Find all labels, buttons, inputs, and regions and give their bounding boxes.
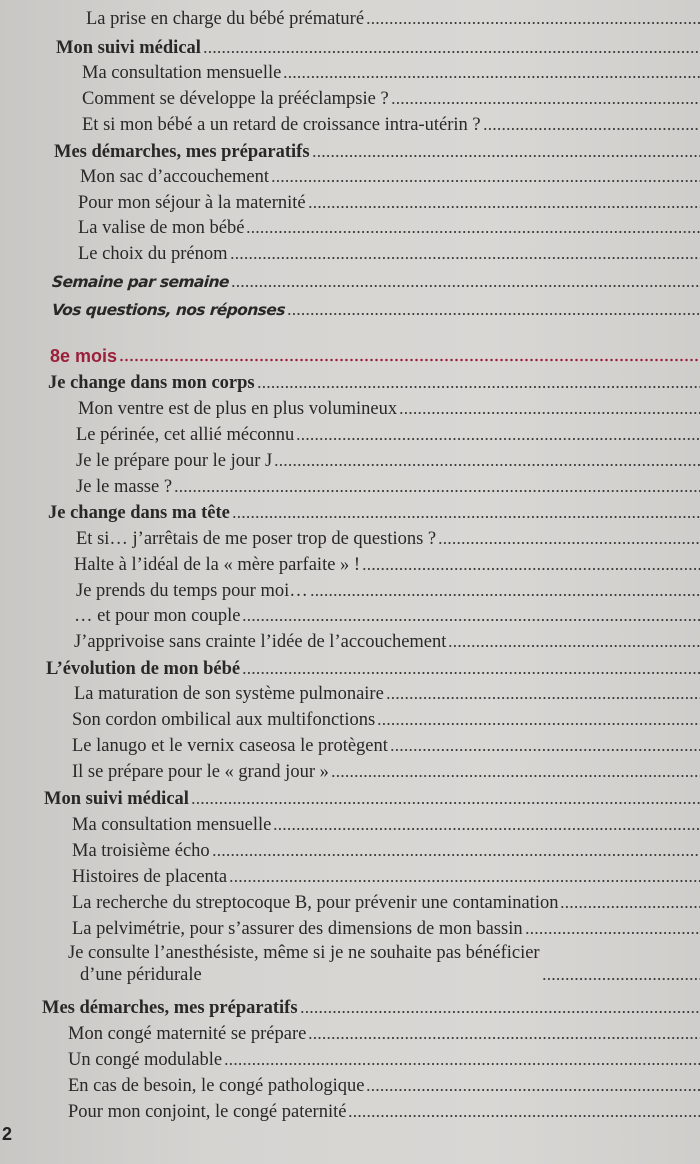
toc-subentry <box>74 601 700 627</box>
toc-entry-title: Je le masse ? <box>76 477 173 497</box>
dot-leader <box>312 153 700 159</box>
toc-subentry <box>72 914 700 940</box>
dot-leader <box>273 826 700 832</box>
toc-subentry <box>78 239 700 265</box>
toc-entry-title: La prise en charge du bébé prématuré <box>86 9 365 29</box>
toc-entry-title: Mes démarches, mes préparatifs <box>42 998 298 1018</box>
dot-leader <box>283 74 700 80</box>
toc-subentry <box>82 84 700 110</box>
toc-entry-title: Je change dans mon corps <box>48 373 255 393</box>
dot-leader <box>308 1035 700 1041</box>
toc-entry-title: Ma troisième écho <box>72 841 210 861</box>
dot-leader <box>448 643 700 649</box>
dot-leader <box>231 283 700 289</box>
toc-entry-title: Un congé modulable <box>68 1050 223 1070</box>
toc-subentry <box>76 420 700 446</box>
toc-entry-title: Pour mon conjoint, le congé paternité <box>68 1102 347 1122</box>
page-number: 2 <box>2 1124 13 1144</box>
dot-leader <box>224 1061 700 1067</box>
toc-entry-title: Vos questions, nos réponses <box>51 301 286 319</box>
dot-leader <box>391 100 700 106</box>
toc-entry-title: Mon suivi médical <box>56 38 201 58</box>
toc-entry-title: Il se prépare pour le « grand jour » <box>72 762 329 782</box>
toc-subentry <box>80 162 700 188</box>
dot-leader <box>119 357 700 363</box>
toc-heading <box>42 993 700 1019</box>
toc-entry-title: Son cordon ombilical aux multifonctions <box>72 710 376 730</box>
toc-subentry <box>72 757 700 783</box>
toc-entry-title: Mon congé maternité se prépare <box>68 1024 307 1044</box>
toc-entry-title: Halte à l’idéal de la « mère parfaite » ! <box>74 555 361 575</box>
toc-entry-title: L’évolution de mon bébé <box>46 659 241 679</box>
toc-subentry <box>76 446 700 472</box>
toc-heading <box>48 368 700 394</box>
dot-leader <box>230 255 700 261</box>
dot-leader <box>232 514 700 520</box>
toc-heading <box>56 33 700 59</box>
toc-subentry <box>82 110 700 136</box>
toc-entry-title: Semaine par semaine <box>51 273 230 291</box>
dot-leader <box>242 617 700 623</box>
toc-entry-title: J’apprivoise sans crainte l’idée de l’accouchement <box>74 632 447 652</box>
toc-entry-title: La maturation de son système pulmonaire <box>74 684 384 704</box>
dot-leader <box>366 20 700 26</box>
toc-entry-title: Et si… j’arrêtais de me poser trop de questions ? <box>76 529 437 549</box>
toc-subentry <box>72 862 700 888</box>
toc-subentry <box>76 576 700 602</box>
toc-heading <box>46 654 700 680</box>
toc-entry-title <box>68 942 540 986</box>
toc-entry-title: Pour mon séjour à la maternité <box>78 193 306 213</box>
dot-leader <box>246 229 700 235</box>
toc-entry-title: Histoires de placenta <box>72 867 228 887</box>
toc-subentry <box>78 213 700 239</box>
dot-leader <box>525 930 700 936</box>
dot-leader <box>348 1113 700 1119</box>
toc-entry-title: Mon ventre est de plus en plus volumineux <box>78 399 398 419</box>
toc-entry-title: En cas de besoin, le congé pathologique <box>68 1076 365 1096</box>
toc-entry-title: Mon suivi médical <box>44 789 189 809</box>
toc-entry-title: Le lanugo et le vernix caseosa le protègent <box>72 736 388 756</box>
toc-entry-title: La recherche du streptocoque B, pour prévenir une contamination <box>72 893 559 913</box>
toc-subentry <box>74 679 700 705</box>
toc-heading <box>50 341 700 367</box>
toc-subentry <box>68 940 700 986</box>
toc-subentry <box>68 1071 700 1097</box>
dot-leader <box>542 976 700 982</box>
toc-subentry <box>76 472 700 498</box>
toc-subentry <box>74 627 700 653</box>
dot-leader <box>229 878 700 884</box>
dot-leader <box>174 488 700 494</box>
toc-subentry <box>78 188 700 214</box>
dot-leader <box>560 904 700 910</box>
toc-subentry <box>72 705 700 731</box>
toc-heading <box>44 784 700 810</box>
toc-heading <box>52 267 700 293</box>
toc-subentry <box>72 836 700 862</box>
toc-subentry <box>74 550 700 576</box>
dot-leader <box>386 695 700 701</box>
toc-subentry <box>72 810 700 836</box>
dot-leader <box>212 852 700 858</box>
toc-subentry <box>68 1019 700 1045</box>
dot-leader <box>274 462 700 468</box>
dot-leader <box>287 311 700 317</box>
toc-entry-title: Comment se développe la prééclampsie ? <box>82 89 389 109</box>
dot-leader <box>191 800 700 806</box>
toc-subentry <box>86 4 700 30</box>
toc-entry-title: Ma consultation mensuelle <box>82 63 282 83</box>
toc-entry-title: … et pour mon couple <box>74 606 241 626</box>
dot-leader <box>331 773 700 779</box>
dot-leader <box>203 49 700 55</box>
toc-subentry <box>68 1045 700 1071</box>
toc-subentry <box>72 731 700 757</box>
dot-leader <box>390 747 700 753</box>
toc-entry-title: Et si mon bébé a un retard de croissance intra-utérin ? <box>82 115 481 135</box>
toc-heading <box>52 295 700 321</box>
toc-entry-title: Mon sac d’accouchement <box>80 167 270 187</box>
toc-entry-title: Je prends du temps pour moi… <box>76 581 308 601</box>
dot-leader <box>257 384 700 390</box>
toc-entry-line-2: d’une péridurale <box>80 965 202 985</box>
toc-entry-title: 8e mois <box>50 346 118 366</box>
toc-subentry <box>78 394 700 420</box>
dot-leader <box>308 204 700 210</box>
toc-entry-title: La valise de mon bébé <box>78 218 245 238</box>
toc-entry-title: Le périnée, cet allié méconnu <box>76 425 295 445</box>
dot-leader <box>296 436 700 442</box>
toc-subentry <box>72 888 700 914</box>
toc-entry-title: Le choix du prénom <box>78 244 228 264</box>
toc-entry-title: Je le prépare pour le jour J <box>76 451 273 471</box>
dot-leader <box>377 721 700 727</box>
toc-entry-title: Je change dans ma tête <box>48 503 230 523</box>
dot-leader <box>399 410 700 416</box>
toc-subentry <box>68 1097 700 1123</box>
dot-leader <box>366 1087 700 1093</box>
dot-leader <box>310 592 700 598</box>
toc-heading <box>48 498 700 524</box>
dot-leader <box>438 540 700 546</box>
dot-leader <box>483 126 700 132</box>
toc-entry-title: Ma consultation mensuelle <box>72 815 272 835</box>
dot-leader <box>271 178 700 184</box>
dot-leader <box>242 670 700 676</box>
toc-entry-title: Mes démarches, mes préparatifs <box>54 142 310 162</box>
toc-entry-title: La pelvimétrie, pour s’assurer des dimensions de mon bassin <box>72 919 523 939</box>
toc-entry-line-1: Je consulte l’anesthésiste, même si je ne souhaite pas bénéficier <box>68 943 540 963</box>
dot-leader <box>362 566 700 572</box>
dot-leader <box>300 1009 700 1015</box>
toc-subentry <box>76 524 700 550</box>
toc-subentry <box>82 58 700 84</box>
toc-heading <box>54 137 700 163</box>
